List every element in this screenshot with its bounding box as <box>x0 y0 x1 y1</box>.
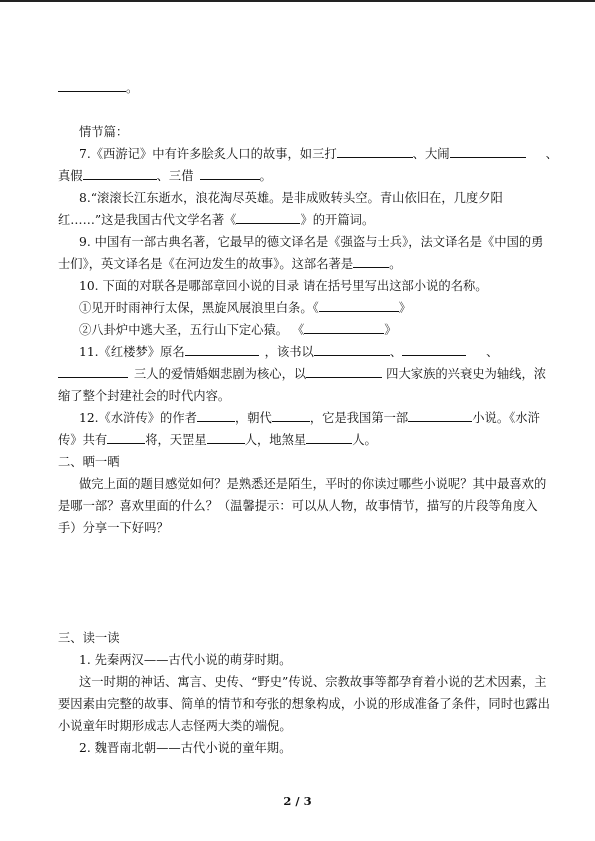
section-3-heading: 三、读一读 <box>58 631 120 645</box>
blank[interactable] <box>58 80 126 92</box>
text: 、三借 <box>156 169 194 183</box>
text: 》 <box>398 301 412 315</box>
text: 、大闹 <box>412 147 450 161</box>
text: 小说。《水浒 <box>472 411 540 425</box>
question-8-line2 <box>58 212 374 228</box>
answer-line-continuation <box>58 80 138 96</box>
question-10: 10. 下面的对联各是哪部章回小说的目录 请在括号里写出这部小说的名称。 <box>79 279 488 293</box>
text: 真假 <box>58 169 83 183</box>
section-2-para-line2: 是哪一部？喜欢里面的什么？（温馨提示：可以从人物，故事情节，描写的片段等角度入 <box>58 499 538 513</box>
blank[interactable] <box>272 410 310 422</box>
text: 三人的爱情婚姻悲剧为核心，以 <box>134 367 307 381</box>
blank[interactable] <box>450 146 526 158</box>
blank[interactable] <box>306 366 382 378</box>
question-8-line1: 8.“滚滚长江东逝水，浪花淘尽英雄。是非成败转头空。青山依旧在，几度夕阳 <box>79 191 503 205</box>
reading-item-1: 1. 先秦两汉——古代小说的萌芽时期。 <box>79 653 292 667</box>
section-2-heading: 二、晒一晒 <box>58 455 120 469</box>
page-number: 2 / 3 <box>283 794 312 808</box>
question-7-line2 <box>58 168 272 184</box>
text: ，朝代 <box>234 411 272 425</box>
text: 四大家族的兴衰史为轴线，浓 <box>386 367 547 381</box>
blank[interactable] <box>200 168 260 180</box>
reading-item-2: 2. 魏晋南北朝——古代小说的童年期。 <box>79 741 292 755</box>
text: 红……”这是我国古代文学名著《 <box>58 213 237 227</box>
text: 士们》，英文译名是《在河边发生的故事》。这部名著是 <box>58 257 354 271</box>
blank[interactable] <box>185 344 259 356</box>
text: ①见开时雨神行太保，黑旋风展浪里白条。《 <box>79 301 319 315</box>
text: 12.《水浒传》的作者 <box>79 411 197 425</box>
blank[interactable] <box>304 322 384 334</box>
text: ，该书以 <box>264 345 314 359</box>
text: 传》共有 <box>58 433 108 447</box>
blank[interactable] <box>306 432 352 444</box>
blank[interactable] <box>83 168 157 180</box>
blank[interactable] <box>197 410 235 422</box>
plot-section-heading: 情节篇： <box>79 125 129 139</box>
section-2-para-line3: 手）分享一下好吗？ <box>58 521 169 535</box>
text: 》的开篇词。 <box>300 213 375 227</box>
question-12-line2 <box>58 432 377 448</box>
text: 人，地煞星 <box>244 433 307 447</box>
text: 》 <box>384 323 397 337</box>
top-border-line <box>0 0 595 2</box>
section-2-para-line1: 做完上面的题目感觉如何？是熟悉还是陌生，平时的你读过哪些小说呢？其中最喜欢的 <box>79 477 547 491</box>
question-9-line1: 9. 中国有一部古典名著，它最早的德文译名是《强盗与士兵》，法文译名是《中国的勇 <box>79 235 544 249</box>
blank[interactable] <box>236 212 300 224</box>
question-11-line1 <box>79 344 498 360</box>
blank[interactable] <box>58 366 128 378</box>
text: 7.《西游记》中有许多脍炙人口的故事，如三打 <box>79 147 337 161</box>
reading-para-line1: 这一时期的神话、寓言、史传、“野史”传说、宗教故事等都孕育着小说的艺术因素，主 <box>79 675 547 689</box>
text: 、 <box>486 345 499 359</box>
blank[interactable] <box>207 432 245 444</box>
question-9-line2 <box>58 256 401 272</box>
text: 。 <box>259 169 272 183</box>
blank[interactable] <box>408 410 472 422</box>
reading-para-line2: 要因素由完整的故事、简单的情节和夸张的想象构成，小说的形成准备了条件，同时也露出 <box>58 697 550 711</box>
blank[interactable] <box>402 344 466 356</box>
question-12-line1 <box>79 410 540 426</box>
question-7-line1 <box>79 146 558 162</box>
question-11-line2 <box>58 366 546 382</box>
question-10-item1 <box>79 300 411 316</box>
blank[interactable] <box>353 256 389 268</box>
blank[interactable] <box>337 146 413 158</box>
blank[interactable] <box>107 432 145 444</box>
text: 。 <box>389 257 402 271</box>
text: ，它是我国第一部 <box>309 411 409 425</box>
text: 、 <box>389 345 403 359</box>
question-11-line3: 缩了整个封建社会的时代内容。 <box>58 389 231 403</box>
text: ②八卦炉中逃大圣，五行山下定心猿。 《 <box>79 323 305 337</box>
question-10-item2 <box>79 322 397 338</box>
blank[interactable] <box>319 300 399 312</box>
text: 人。 <box>352 433 377 447</box>
blank[interactable] <box>314 344 390 356</box>
text: 将，天罡星 <box>145 433 207 447</box>
reading-para-line3: 小说童年时期形成志人志怪两大类的端倪。 <box>58 719 292 733</box>
text: 11.《红楼梦》原名 <box>79 345 185 359</box>
text: 。 <box>126 81 139 95</box>
text: 、 <box>545 147 558 161</box>
